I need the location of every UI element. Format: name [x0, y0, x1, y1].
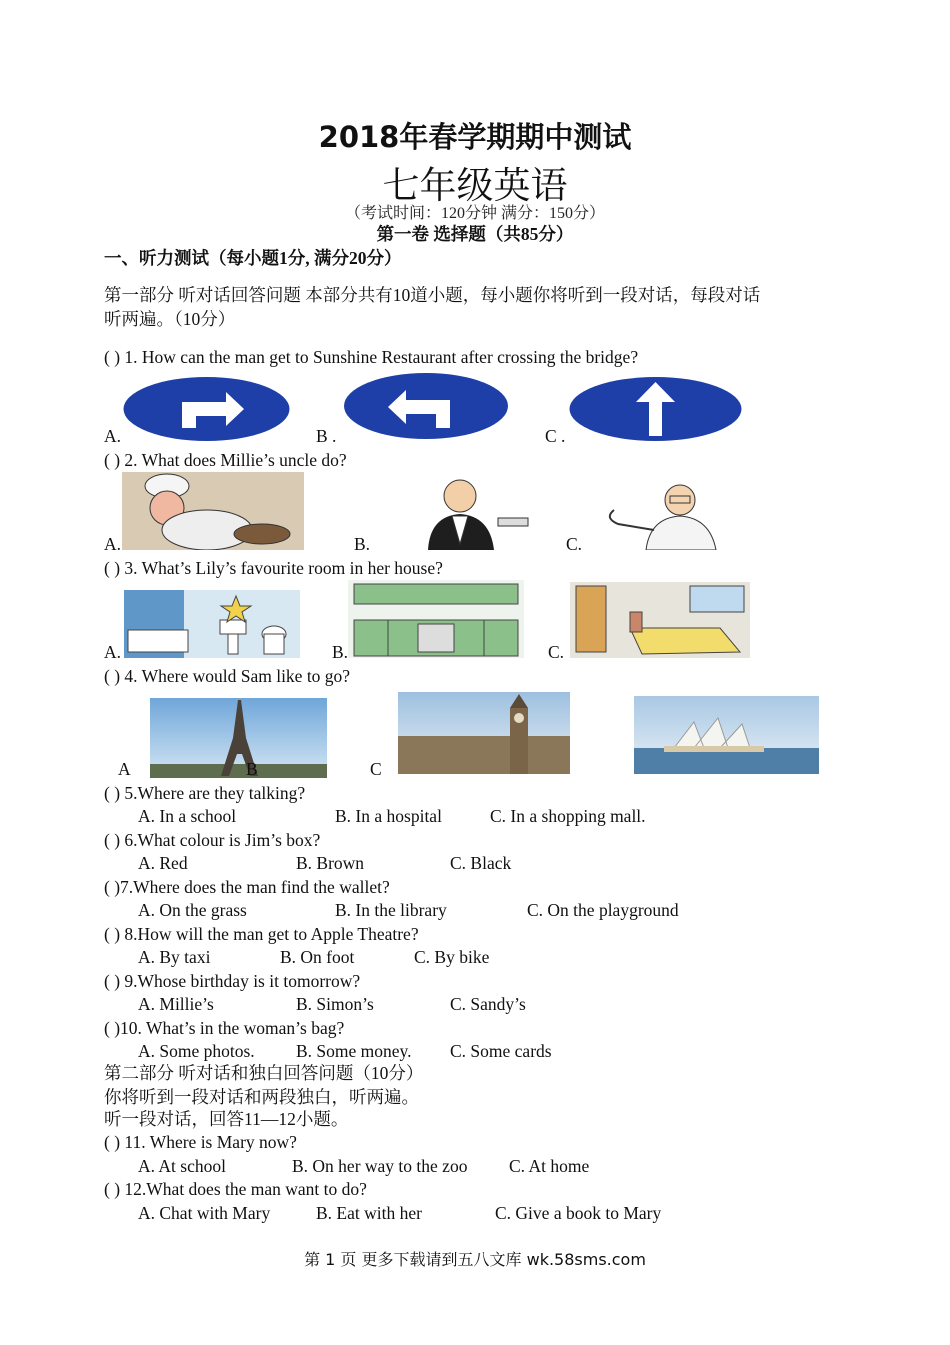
q11-stem: ( ) 11. Where is Mary now?: [104, 1132, 297, 1152]
q11-option-c: C. At home: [509, 1156, 590, 1176]
q9-option-c: C. Sandy’s: [450, 994, 526, 1014]
part2-line2: 听一段对话，回答11—12小题。: [104, 1109, 349, 1129]
q12-option-c: C. Give a book to Mary: [495, 1203, 662, 1223]
q9-stem: ( ) 9.Whose birthday is it tomorrow?: [104, 971, 361, 991]
part1-intro-line1: 第一部分 听对话回答问题 本部分共有10道小题，每小题你将听到一段对话，每段对话: [104, 285, 761, 305]
q10-option-a: A. Some photos.: [138, 1041, 255, 1061]
cook-picture-icon: [122, 472, 304, 550]
q5-option-c: C. In a shopping mall.: [490, 806, 646, 826]
q10-option-b: B. Some money.: [296, 1041, 412, 1061]
part1-intro-line2: 听两遍。（10分）: [104, 309, 236, 329]
q11-option-b: B. On her way to the zoo: [292, 1156, 468, 1176]
q9-option-b: B. Simon’s: [296, 994, 374, 1014]
q9-option-a: A. Millie’s: [138, 994, 214, 1014]
q1-option-a: A.: [104, 426, 122, 446]
doctor-picture-icon: [584, 478, 750, 550]
waiter-picture-icon: [370, 474, 550, 550]
sydney-opera-house-picture-icon: [634, 696, 819, 774]
big-ben-picture-icon: [398, 692, 570, 774]
q8-option-c: C. By bike: [414, 947, 490, 967]
q1-option-b: B .: [316, 426, 337, 446]
q4-stem: ( ) 4. Where would Sam like to go?: [104, 666, 351, 686]
turn-right-sign-icon: [122, 376, 291, 442]
exam-info: （考试时间：120分钟 满分：150分）: [344, 205, 605, 222]
q11-option-a: A. At school: [138, 1156, 226, 1176]
q4-option-c: C: [370, 759, 382, 779]
kitchen-picture-icon: [348, 580, 524, 658]
q6-option-c: C. Black: [450, 853, 512, 873]
q3-stem: ( ) 3. What’s Lily’s favourite room in her house?: [104, 558, 443, 578]
q12-option-a: A. Chat with Mary: [138, 1203, 271, 1223]
q4-option-b: B: [246, 759, 258, 779]
q3-option-c: C.: [548, 642, 565, 662]
q7-stem: ( )7.Where does the man find the wallet?: [104, 877, 390, 897]
q8-stem: ( ) 8.How will the man get to Apple Theatre?: [104, 924, 419, 944]
q6-option-a: A. Red: [138, 853, 188, 873]
q2-option-b: B.: [354, 534, 371, 554]
bedroom-picture-icon: [570, 582, 750, 658]
go-straight-sign-icon: [568, 376, 743, 442]
q10-stem: ( )10. What’s in the woman’s bag?: [104, 1018, 345, 1038]
q1-option-c: C .: [545, 426, 566, 446]
q4-option-a: A: [118, 759, 131, 779]
q3-option-a: A.: [104, 642, 122, 662]
section1-heading: 一、听力测试（每小题1分, 满分20分）: [104, 248, 402, 268]
exam-subject: 七年级英语: [382, 164, 568, 207]
eiffel-tower-picture-icon: [150, 698, 327, 778]
q6-stem: ( ) 6.What colour is Jim’s box?: [104, 830, 321, 850]
q12-option-b: B. Eat with her: [316, 1203, 422, 1223]
q7-option-b: B. In the library: [335, 900, 447, 920]
q1-stem: ( ) 1. How can the man get to Sunshine Restaurant after crossing the bridge?: [104, 347, 639, 367]
part2-line1: 你将听到一段对话和两段独白，听两遍。: [104, 1087, 419, 1107]
q3-option-b: B.: [332, 642, 349, 662]
part2-heading: 第二部分 听对话和独白回答问题（10分）: [104, 1063, 424, 1083]
volume-heading: 第一卷 选择题（共85分）: [376, 224, 574, 244]
q2-option-c: C.: [566, 534, 583, 554]
q12-stem: ( ) 12.What does the man want to do?: [104, 1179, 367, 1199]
turn-left-sign-icon: [342, 372, 510, 440]
q2-stem: ( ) 2. What does Millie’s uncle do?: [104, 450, 347, 470]
q8-option-b: B. On foot: [280, 947, 355, 967]
page-footer: 第 1 页 更多下载请到五八文库 wk.58sms.com: [304, 1250, 646, 1269]
q5-stem: ( ) 5.Where are they talking?: [104, 783, 306, 803]
q5-option-b: B. In a hospital: [335, 806, 442, 826]
q8-option-a: A. By taxi: [138, 947, 211, 967]
q5-option-a: A. In a school: [138, 806, 237, 826]
q2-option-a: A.: [104, 534, 122, 554]
exam-title: 2018年春学期期中测试: [318, 120, 632, 154]
q7-option-c: C. On the playground: [527, 900, 679, 920]
q10-option-c: C. Some cards: [450, 1041, 552, 1061]
q6-option-b: B. Brown: [296, 853, 365, 873]
bathroom-picture-icon: [124, 590, 300, 658]
q7-option-a: A. On the grass: [138, 900, 247, 920]
